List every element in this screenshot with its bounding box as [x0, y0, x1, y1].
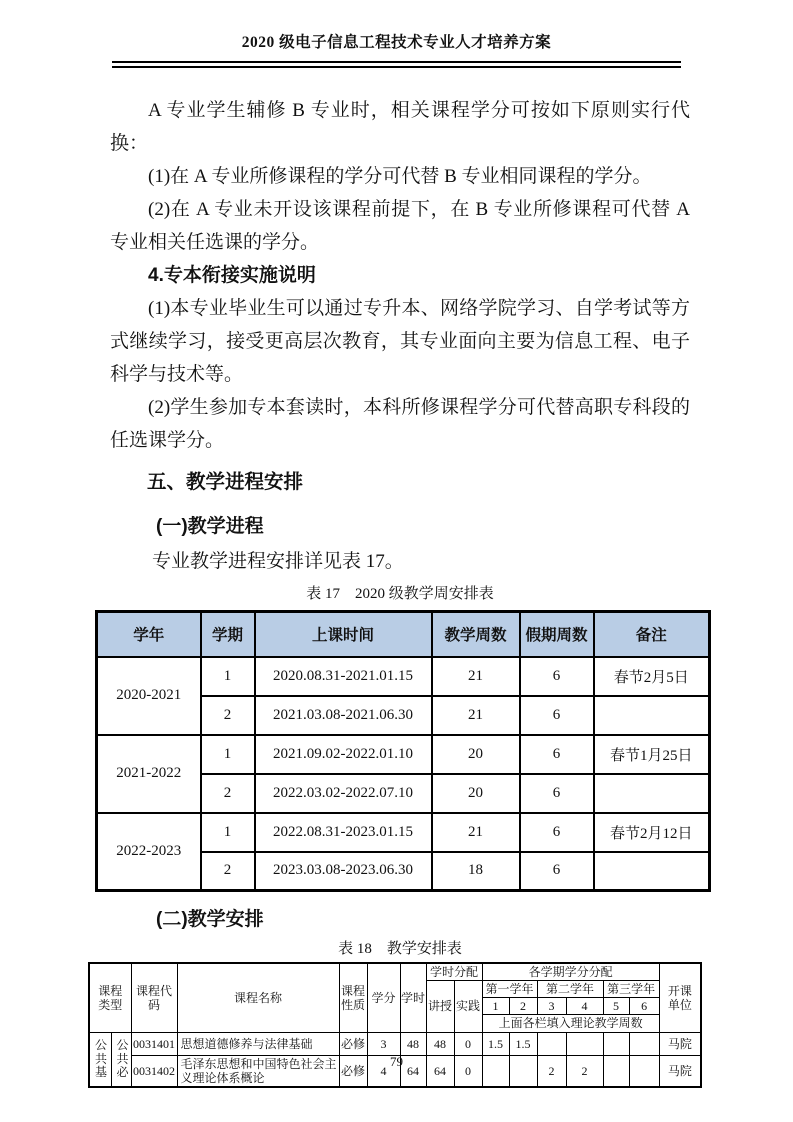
t17-time-cell: 2021.09.02-2022.01.10: [255, 735, 432, 774]
t18-lecture-cell: 64: [426, 1055, 454, 1087]
t18-header-course-type: 课程类型: [89, 963, 131, 1032]
t17-header-semester: 学期: [201, 612, 255, 657]
t18-sem-cell: 2: [537, 1055, 566, 1087]
footer-page-number: 79: [390, 1054, 403, 1069]
t18-header-sem-1: 1: [482, 998, 509, 1015]
t18-course-type-cell: 公共必: [111, 1032, 131, 1087]
t17-header-note: 备注: [594, 612, 710, 657]
t17-semester-cell: 1: [201, 813, 255, 852]
t18-hours-cell: 64: [400, 1055, 426, 1087]
t17-teach-weeks-cell: 18: [432, 852, 520, 891]
t18-credits-cell: 4: [367, 1055, 400, 1087]
t18-header-course-name: 课程名称: [177, 963, 339, 1032]
t17-time-cell: 2023.03.08-2023.06.30: [255, 852, 432, 891]
t17-semester-cell: 1: [201, 735, 255, 774]
subsection-2-heading: (二)教学安排: [156, 909, 264, 930]
t17-time-cell: 2022.08.31-2023.01.15: [255, 813, 432, 852]
t17-semester-cell: 1: [201, 657, 255, 696]
t18-header-lecture: 讲授: [426, 981, 454, 1032]
section-5-heading: 五、教学进程安排: [147, 471, 304, 493]
t18-credits-cell: 3: [367, 1032, 400, 1055]
t18-unit-cell: 马院: [659, 1055, 701, 1087]
t18-hours-cell: 48: [400, 1032, 426, 1055]
t17-note-cell: [594, 696, 710, 735]
t18-nature-cell: 必修: [339, 1055, 367, 1087]
t17-header-teach-weeks: 教学周数: [432, 612, 520, 657]
t18-header-sem-4: 4: [566, 998, 603, 1015]
table-row: [89, 1032, 701, 1055]
t17-teach-weeks-cell: 20: [432, 735, 520, 774]
t17-year-cell: 2022-2023: [97, 813, 201, 891]
t17-holiday-weeks-cell: 6: [520, 774, 594, 813]
paragraph: (1)本专业毕业生可以通过专升本、网络学院学习、自学考试等方式继续学习，接受更高层次教育，其专业面向主要为信息工程、电子科学与技术等。: [110, 298, 690, 385]
t17-teach-weeks-cell: 21: [432, 696, 520, 735]
table-17-reference-text: 专业教学进程安排详见表 17。: [152, 551, 404, 572]
t18-header-credits: 学分: [367, 963, 400, 1032]
t18-code-cell: 0031401: [131, 1032, 177, 1055]
t18-sem-cell: 1.5: [482, 1032, 509, 1055]
t17-holiday-weeks-cell: 6: [520, 813, 594, 852]
t18-header-year3: 第三学年: [603, 981, 659, 998]
t18-header-semester-credit-alloc: 各学期学分分配: [482, 963, 659, 981]
t17-note-cell: [594, 852, 710, 891]
t18-header-year1: 第一学年: [482, 981, 537, 998]
t17-semester-cell: 2: [201, 696, 255, 735]
t18-header-sem-6: 6: [629, 998, 659, 1015]
t17-semester-cell: 2: [201, 774, 255, 813]
t18-sem-cell: 2: [566, 1055, 603, 1087]
table-17-header-row: [97, 612, 710, 657]
table-row: [97, 735, 710, 774]
t18-header-course-nature: 课程性质: [339, 963, 367, 1032]
t18-header-year2: 第二学年: [537, 981, 603, 998]
t17-semester-cell: 2: [201, 852, 255, 891]
heading-4-zhuanben: 4.专本衔接实施说明: [148, 265, 316, 286]
t18-header-unit: 开课单位: [659, 963, 701, 1032]
paragraph: (2)学生参加专本套读时，本科所修课程学分可代替高职专科段的任选课学分。: [110, 397, 690, 451]
table-17-caption: 表 17 2020 级教学周安排表: [306, 586, 494, 602]
t18-header-note-row: 上面各栏填入理论教学周数: [482, 1015, 659, 1032]
t18-nature-cell: 必修: [339, 1032, 367, 1055]
t18-lecture-cell: 48: [426, 1032, 454, 1055]
paragraph: A 专业学生辅修 B 专业时，相关课程学分可按如下原则实行代换：: [110, 100, 690, 154]
table-18-caption: 表 18 教学安排表: [338, 941, 462, 957]
t17-holiday-weeks-cell: 6: [520, 657, 594, 696]
t17-note-cell: 春节1月25日: [594, 735, 710, 774]
t18-header-hours-alloc: 学时分配: [426, 963, 482, 981]
t17-holiday-weeks-cell: 6: [520, 852, 594, 891]
document-title: 2020 级电子信息工程技术专业人才培养方案: [241, 34, 552, 51]
t18-course-name-cell: 毛泽东思想和中国特色社会主义理论体系概论: [177, 1055, 339, 1087]
page-content: [0, 68, 793, 1088]
t17-time-cell: 2020.08.31-2021.01.15: [255, 657, 432, 696]
subsection-1-heading: (一)教学进程: [156, 516, 264, 537]
t17-teach-weeks-cell: 20: [432, 774, 520, 813]
t17-time-cell: 2022.03.02-2022.07.10: [255, 774, 432, 813]
t17-header-year: 学年: [97, 612, 201, 657]
t17-year-cell: 2021-2022: [97, 735, 201, 813]
t18-unit-cell: 马院: [659, 1032, 701, 1055]
t18-sem-cell: [629, 1032, 659, 1055]
t18-sem-cell: [537, 1032, 566, 1055]
t17-header-class-time: 上课时间: [255, 612, 432, 657]
header-double-rule: [112, 61, 681, 68]
t17-year-cell: 2020-2021: [97, 657, 201, 735]
t17-holiday-weeks-cell: 6: [520, 735, 594, 774]
t18-course-name-cell: 思想道德修养与法律基础: [177, 1032, 339, 1055]
t17-teach-weeks-cell: 21: [432, 657, 520, 696]
t18-header-sem-3: 3: [537, 998, 566, 1015]
t18-course-type-cell: 公共基: [89, 1032, 111, 1087]
t18-code-cell: 0031402: [131, 1055, 177, 1087]
table-17-teaching-weeks: [95, 610, 711, 892]
t18-practice-cell: 0: [454, 1055, 482, 1087]
table-row: [97, 813, 710, 852]
table-row: [97, 657, 710, 696]
paragraph: (1)在 A 专业所修课程的学分可代替 B 专业相同课程的学分。: [148, 166, 652, 187]
t18-sem-cell: [566, 1032, 603, 1055]
t18-header-hours: 学时: [400, 963, 426, 1032]
t18-header-course-code: 课程代码: [131, 963, 177, 1032]
t17-note-cell: [594, 774, 710, 813]
t17-note-cell: 春节2月12日: [594, 813, 710, 852]
t17-note-cell: 春节2月5日: [594, 657, 710, 696]
paragraph: (2)在 A 专业未开设该课程前提下，在 B 专业所修课程可代替 A 专业相关任选课的学分。: [110, 199, 690, 253]
t18-header-sem-2: 2: [509, 998, 537, 1015]
document-header: [0, 0, 793, 68]
t17-header-holiday-weeks: 假期周数: [520, 612, 594, 657]
t18-header-sem-5: 5: [603, 998, 629, 1015]
t17-time-cell: 2021.03.08-2021.06.30: [255, 696, 432, 735]
t18-sem-cell: [603, 1032, 629, 1055]
t18-header-practice: 实践: [454, 981, 482, 1032]
t17-holiday-weeks-cell: 6: [520, 696, 594, 735]
t18-sem-cell: 1.5: [509, 1032, 537, 1055]
t18-practice-cell: 0: [454, 1032, 482, 1055]
t18-header-row-1: [89, 963, 701, 981]
t17-teach-weeks-cell: 21: [432, 813, 520, 852]
